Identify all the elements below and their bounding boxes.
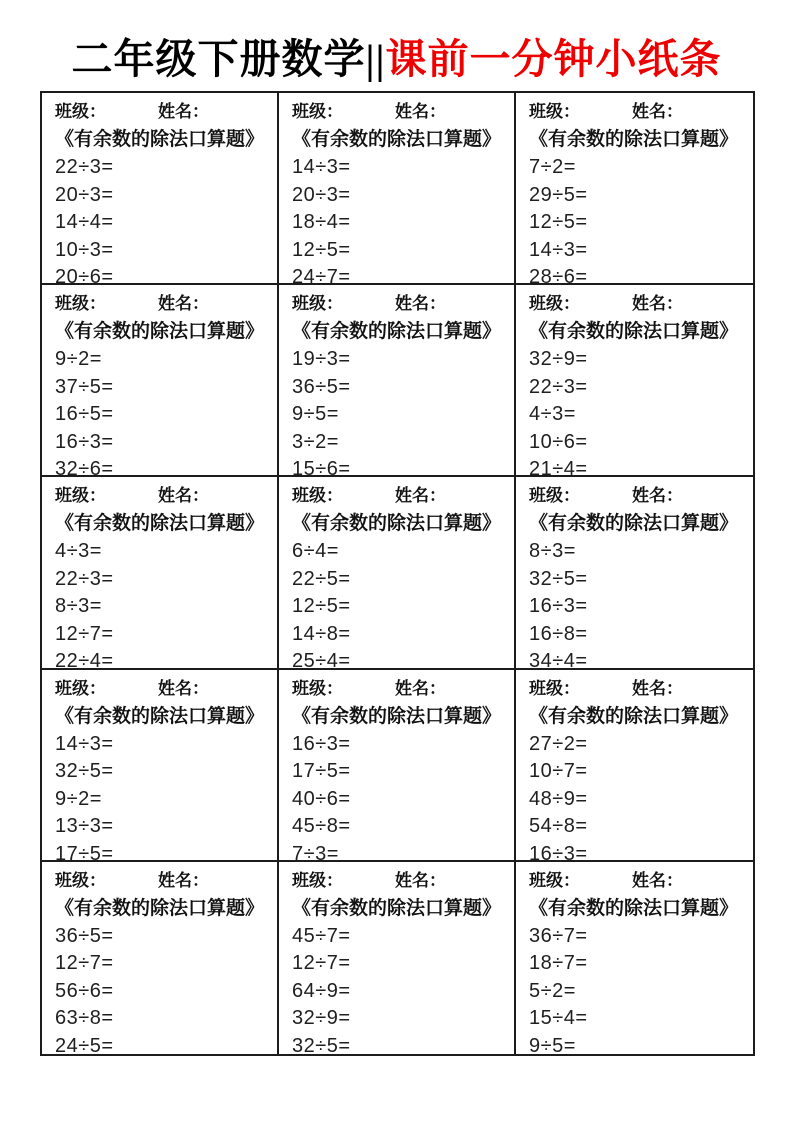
cell-header [529,869,745,893]
name-label: 姓名： [632,294,683,314]
name-label: 姓名： [158,294,209,314]
class-label: 班级： [529,102,580,121]
problem: 6÷4= [292,540,339,563]
cell-header [529,292,745,316]
worksheet-subtitle: 《有余数的除法口算题》 [292,321,502,343]
worksheet-subtitle: 《有余数的除法口算题》 [55,129,265,150]
problem: 15÷6= [292,458,351,478]
problem: 10÷6= [529,430,588,453]
problem: 17÷5= [55,842,114,862]
worksheet-subtitle: 《有余数的除法口算题》 [529,129,739,150]
problem: 8÷3= [529,540,576,563]
problem: 4÷3= [55,540,102,563]
problem: 10÷3= [55,238,114,261]
problem: 14÷4= [55,211,114,233]
class-label: 班级： [292,102,343,121]
name-label: 姓名： [158,678,209,698]
class-label: 班级： [55,486,106,506]
problem: 14÷3= [292,156,351,178]
problem: 36÷5= [55,924,114,947]
cell-header [529,100,745,124]
class-label: 班级： [55,870,106,890]
problem: 32÷5= [292,1034,351,1054]
cell-header [55,484,269,508]
name-label: 姓名： [395,294,446,314]
cell-header [529,677,745,701]
problem: 18÷4= [292,211,351,233]
problem: 45÷7= [292,924,351,947]
problem: 14÷3= [55,732,114,755]
problem: 17÷5= [292,760,351,783]
name-label: 姓名： [632,870,683,890]
worksheet-cell-5 [279,285,516,477]
worksheet-cell-6 [516,285,753,477]
problem: 37÷5= [55,375,114,398]
problem: 3÷2= [292,430,339,453]
problem: 22÷5= [292,567,351,590]
problem: 22÷4= [55,650,114,670]
problem: 29÷5= [529,183,588,206]
problem: 32÷5= [529,567,588,590]
worksheet-cell-4 [42,285,279,477]
class-label: 班级： [529,870,580,890]
problem: 16÷3= [529,842,588,862]
problem: 8÷3= [55,595,102,618]
cell-header [55,869,269,893]
name-label: 姓名： [395,678,446,698]
problem: 14÷8= [292,622,351,645]
name-label: 姓名： [158,870,209,890]
worksheet-cell-1 [42,93,279,285]
name-label: 姓名： [632,678,683,698]
problem: 25÷4= [292,650,351,670]
problem: 45÷8= [292,815,351,838]
problem: 22÷3= [55,567,114,590]
worksheet-cell-14 [279,862,516,1054]
page-title-red: 课前一分钟小纸条 [385,36,722,82]
page-title [0,0,793,85]
problem: 24÷7= [292,266,351,286]
problem: 13÷3= [55,815,114,838]
problem: 16÷5= [55,403,114,426]
problem: 32÷9= [292,1007,351,1030]
problem: 5÷2= [529,979,576,1002]
class-label: 班级： [529,486,580,506]
problem: 24÷5= [55,1034,114,1054]
worksheet-subtitle: 《有余数的除法口算题》 [55,321,265,343]
problem: 7÷3= [292,842,339,862]
problem: 20÷3= [292,183,351,206]
worksheet-subtitle: 《有余数的除法口算题》 [55,705,265,727]
class-label: 班级： [55,102,106,121]
problem: 12÷7= [292,952,351,975]
problem: 4÷3= [529,403,576,426]
problem: 9÷5= [529,1034,576,1054]
cell-header [292,100,506,124]
class-label: 班级： [529,678,580,698]
worksheet-cell-2 [279,93,516,285]
worksheet-subtitle: 《有余数的除法口算题》 [529,513,739,535]
problem: 22÷3= [529,375,588,398]
name-label: 姓名： [632,486,683,506]
worksheet-subtitle: 《有余数的除法口算题》 [529,705,739,727]
name-label: 姓名： [158,486,209,506]
problem: 9÷2= [55,787,102,810]
worksheet-cell-15 [516,862,753,1054]
problem: 34÷4= [529,650,588,670]
cell-header [292,869,506,893]
class-label: 班级： [529,294,580,314]
worksheet-cell-10 [42,670,279,862]
worksheet-subtitle: 《有余数的除法口算题》 [529,897,739,919]
problem: 21÷4= [529,458,588,478]
name-label: 姓名： [158,102,209,121]
worksheet-cell-7 [42,477,279,669]
worksheet-cell-9 [516,477,753,669]
worksheet-cell-11 [279,670,516,862]
class-label: 班级： [292,486,343,506]
problem: 40÷6= [292,787,351,810]
problem: 7÷2= [529,156,576,178]
cell-header [292,677,506,701]
problem: 16÷3= [55,430,114,453]
problem: 16÷3= [529,595,588,618]
problem: 36÷5= [292,375,351,398]
problem: 20÷6= [55,266,114,286]
worksheet-subtitle: 《有余数的除法口算题》 [55,513,265,535]
worksheet-subtitle: 《有余数的除法口算题》 [529,321,739,343]
worksheet-subtitle: 《有余数的除法口算题》 [292,897,502,919]
cell-header [55,100,269,124]
problem: 63÷8= [55,1007,114,1030]
problem: 12÷5= [292,238,351,261]
page-title-black: 二年级下册数学|| [71,36,386,82]
problem: 32÷9= [529,348,588,371]
problem: 20÷3= [55,183,114,206]
problem: 32÷6= [55,458,114,478]
problem: 12÷7= [55,622,114,645]
cell-header [55,292,269,316]
worksheet-subtitle: 《有余数的除法口算题》 [292,513,502,535]
problem: 19÷3= [292,348,351,371]
name-label: 姓名： [395,486,446,506]
problem: 48÷9= [529,787,588,810]
name-label: 姓名： [395,870,446,890]
cell-header [529,484,745,508]
problem: 28÷6= [529,266,588,286]
worksheet-cell-8 [279,477,516,669]
problem: 12÷5= [529,211,588,233]
class-label: 班级： [55,678,106,698]
worksheet-subtitle: 《有余数的除法口算题》 [292,705,502,727]
problem: 12÷5= [292,595,351,618]
worksheet-cell-13 [42,862,279,1054]
cell-header [292,484,506,508]
problem: 18÷7= [529,952,588,975]
problem: 32÷5= [55,760,114,783]
problem: 27÷2= [529,732,588,755]
class-label: 班级： [292,870,343,890]
problem: 12÷7= [55,952,114,975]
problem: 36÷7= [529,924,588,947]
problem: 16÷8= [529,622,588,645]
class-label: 班级： [292,294,343,314]
problem: 10÷7= [529,760,588,783]
class-label: 班级： [292,678,343,698]
problem: 15÷4= [529,1007,588,1030]
class-label: 班级： [55,294,106,314]
problem: 22÷3= [55,156,114,178]
cell-header [292,292,506,316]
problem: 64÷9= [292,979,351,1002]
name-label: 姓名： [632,102,683,121]
worksheet-cell-12 [516,670,753,862]
name-label: 姓名： [395,102,446,121]
problem: 16÷3= [292,732,351,755]
problem: 14÷3= [529,238,588,261]
worksheet-cell-3 [516,93,753,285]
problem: 56÷6= [55,979,114,1002]
worksheet-subtitle: 《有余数的除法口算题》 [292,129,502,150]
worksheet-subtitle: 《有余数的除法口算题》 [55,897,265,919]
problem: 9÷2= [55,348,102,371]
problem: 54÷8= [529,815,588,838]
problem: 9÷5= [292,403,339,426]
cell-header [55,677,269,701]
worksheet-grid [40,91,755,1056]
